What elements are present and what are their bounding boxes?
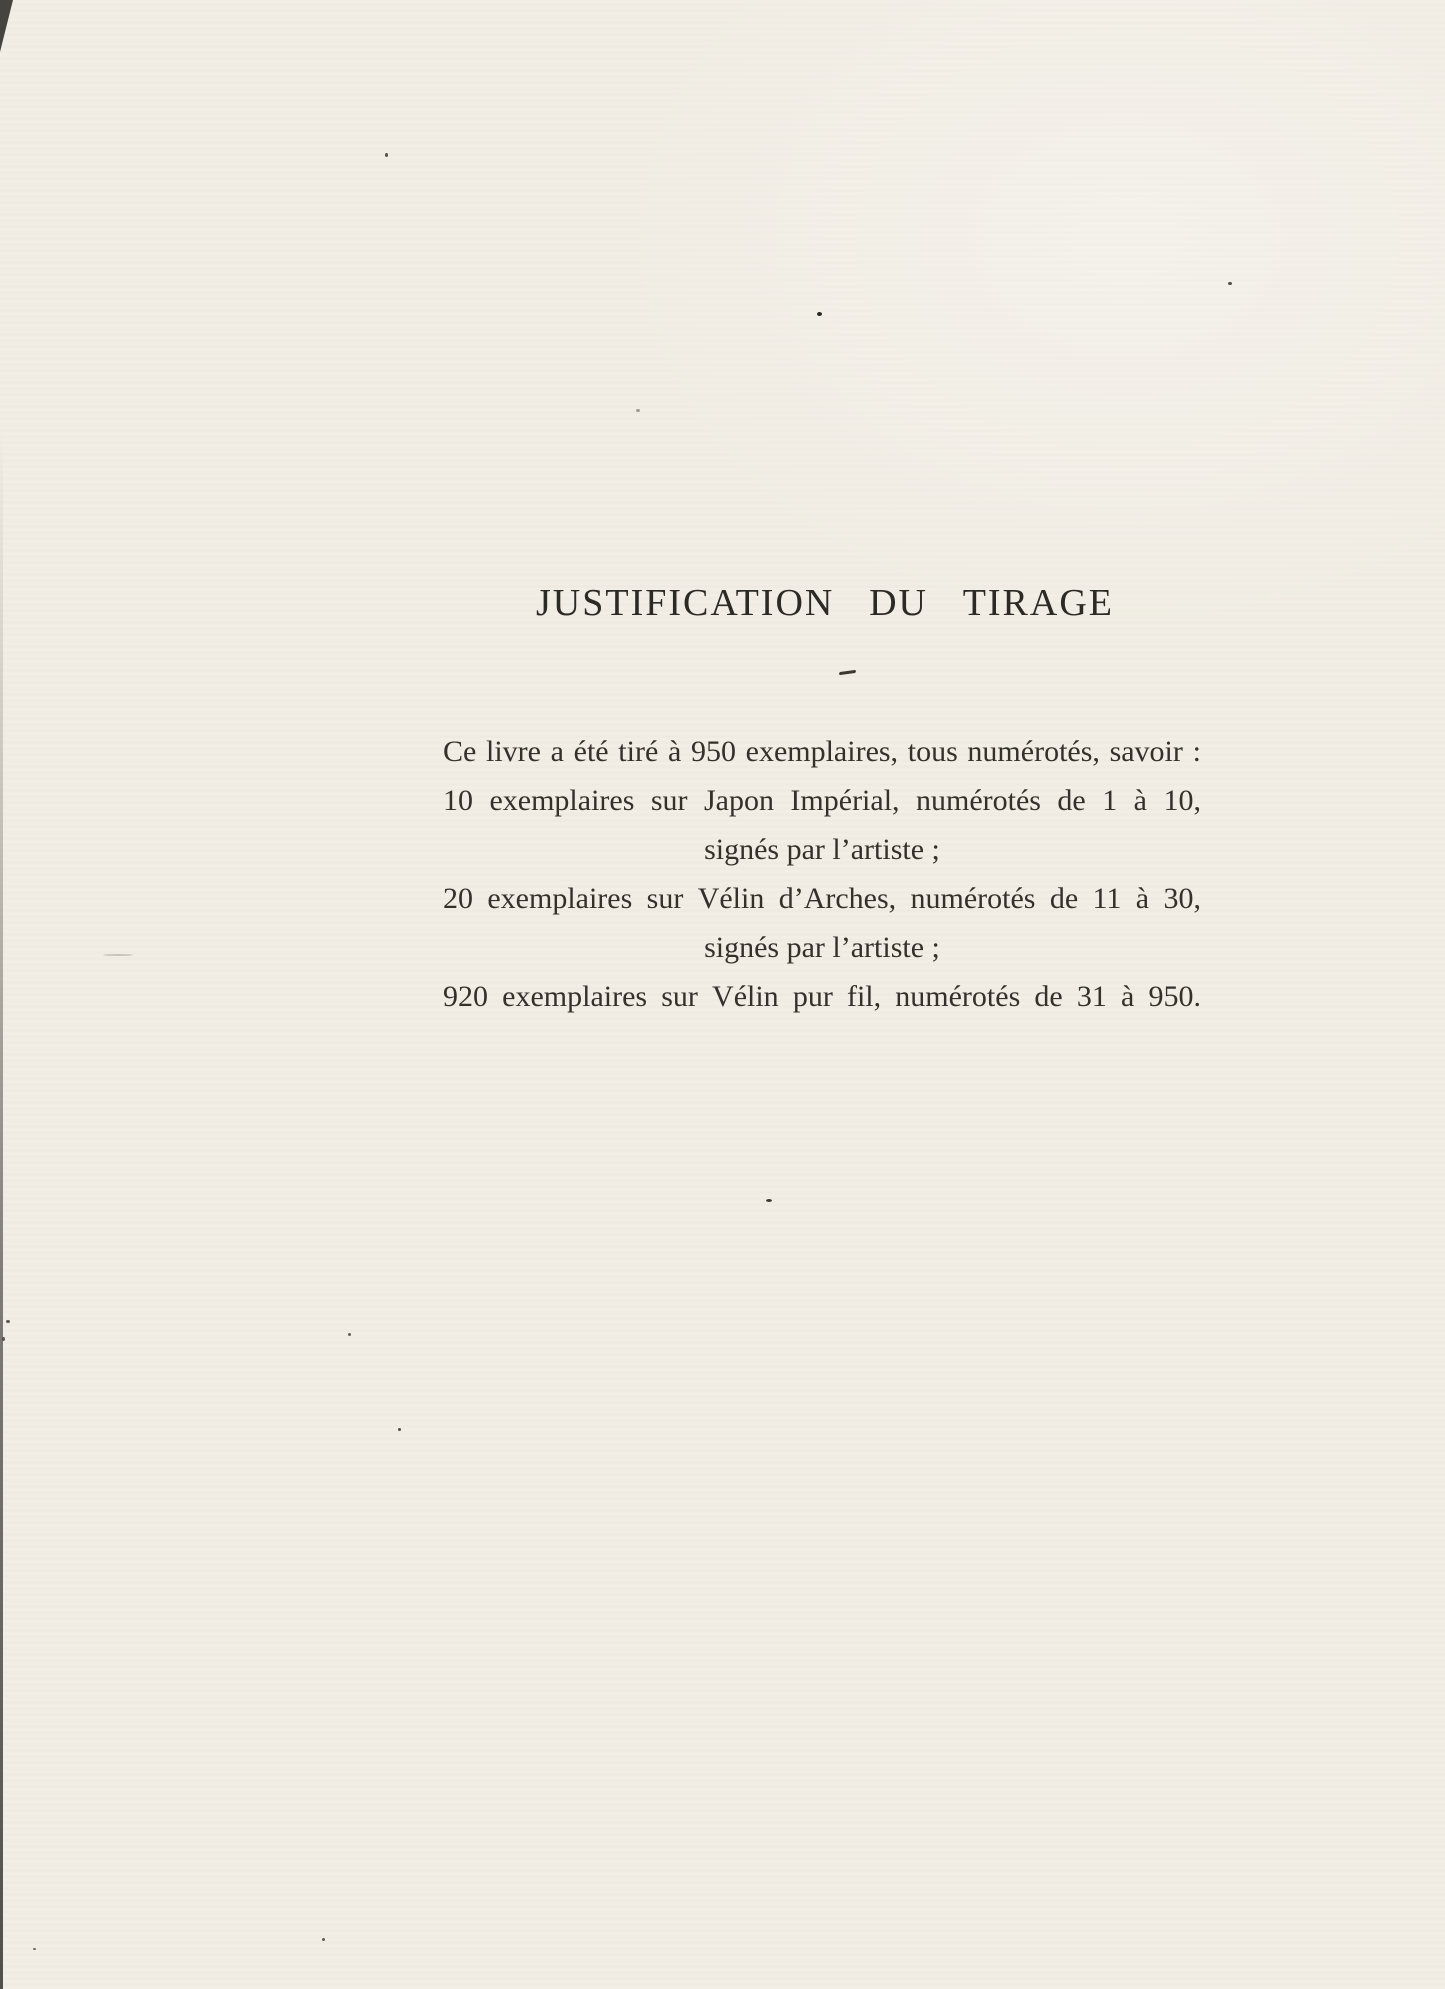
colophon-word: de bbox=[1034, 980, 1063, 1013]
colophon-line bbox=[443, 979, 1201, 1028]
colophon-word: à bbox=[1133, 784, 1147, 817]
colophon-word: exemplaires, bbox=[745, 735, 899, 768]
page-title bbox=[536, 581, 1114, 625]
colophon-line: signés par l’artiste ; bbox=[704, 931, 940, 964]
dust-speck bbox=[817, 312, 822, 316]
colophon-word: numérotés bbox=[910, 882, 1036, 915]
dust-speck bbox=[322, 1938, 325, 1941]
colophon-word: 10 bbox=[443, 784, 473, 817]
colophon-word: Vélin bbox=[712, 980, 779, 1013]
title-word: DU bbox=[869, 582, 928, 624]
colophon-word: sur bbox=[650, 784, 688, 817]
colophon-line: signés par l’artiste ; bbox=[704, 833, 940, 866]
colophon-word: numérotés bbox=[895, 980, 1021, 1013]
colophon-word: pur bbox=[792, 980, 833, 1013]
colophon-word: exemplaires bbox=[489, 784, 635, 817]
colophon-line bbox=[443, 783, 1201, 832]
colophon-word: savoir bbox=[1109, 735, 1183, 768]
colophon-word: Vélin bbox=[697, 882, 765, 915]
title-word: JUSTIFICATION bbox=[536, 582, 835, 624]
dust-speck bbox=[636, 409, 640, 412]
colophon-word: exemplaires bbox=[502, 980, 648, 1013]
colophon-word: livre bbox=[486, 735, 541, 768]
colophon-word: tiré bbox=[618, 735, 659, 768]
colophon-word: 1 bbox=[1102, 784, 1118, 817]
colophon-word: de bbox=[1057, 784, 1086, 817]
colophon-text-block bbox=[443, 734, 1201, 1028]
dust-speck bbox=[103, 954, 133, 956]
colophon-word: numérotés bbox=[916, 784, 1041, 817]
colophon-word: d’Arches, bbox=[778, 882, 897, 915]
colophon-word: de bbox=[1049, 882, 1079, 915]
dust-speck bbox=[2, 1337, 5, 1341]
colophon-word: numérotés, bbox=[967, 735, 1100, 768]
colophon-word: 950. bbox=[1148, 980, 1201, 1013]
dust-speck bbox=[6, 1320, 10, 1323]
colophon-word: Japon bbox=[703, 784, 774, 817]
colophon-line bbox=[443, 734, 1201, 783]
colophon-word: Impérial, bbox=[790, 784, 900, 817]
dust-speck bbox=[385, 153, 388, 157]
colophon-word: à bbox=[667, 735, 682, 768]
colophon-word: 30, bbox=[1163, 882, 1201, 915]
colophon-word: 920 bbox=[443, 980, 488, 1013]
colophon-word: 11 bbox=[1092, 882, 1122, 915]
title-word: TIRAGE bbox=[962, 582, 1114, 624]
colophon-word: fil, bbox=[846, 980, 882, 1013]
colophon-word: 31 bbox=[1076, 980, 1107, 1013]
colophon-word: à bbox=[1135, 882, 1150, 915]
dust-speck bbox=[348, 1333, 351, 1336]
dust-speck bbox=[33, 1948, 36, 1950]
colophon-word: 950 bbox=[690, 735, 736, 768]
colophon-word: exemplaires bbox=[487, 882, 633, 915]
colophon-line bbox=[443, 881, 1201, 930]
dust-speck bbox=[398, 1428, 401, 1431]
colophon-word: sur bbox=[661, 980, 698, 1013]
colophon-word: été bbox=[573, 735, 609, 768]
ornament-dash-icon bbox=[839, 670, 856, 675]
colophon-word: tous bbox=[907, 735, 958, 768]
scan-corner-shadow bbox=[0, 0, 13, 52]
dust-speck bbox=[766, 1199, 772, 1202]
colophon-word: a bbox=[550, 735, 564, 768]
colophon-word: : bbox=[1192, 735, 1201, 768]
colophon-word: 10, bbox=[1163, 784, 1201, 817]
colophon-word: à bbox=[1121, 980, 1135, 1013]
colophon-word: Ce bbox=[443, 735, 477, 768]
dust-speck bbox=[1228, 282, 1232, 285]
colophon-word: sur bbox=[646, 882, 684, 915]
colophon-word: 20 bbox=[443, 882, 473, 915]
scan-left-edge-shadow bbox=[0, 430, 3, 1989]
